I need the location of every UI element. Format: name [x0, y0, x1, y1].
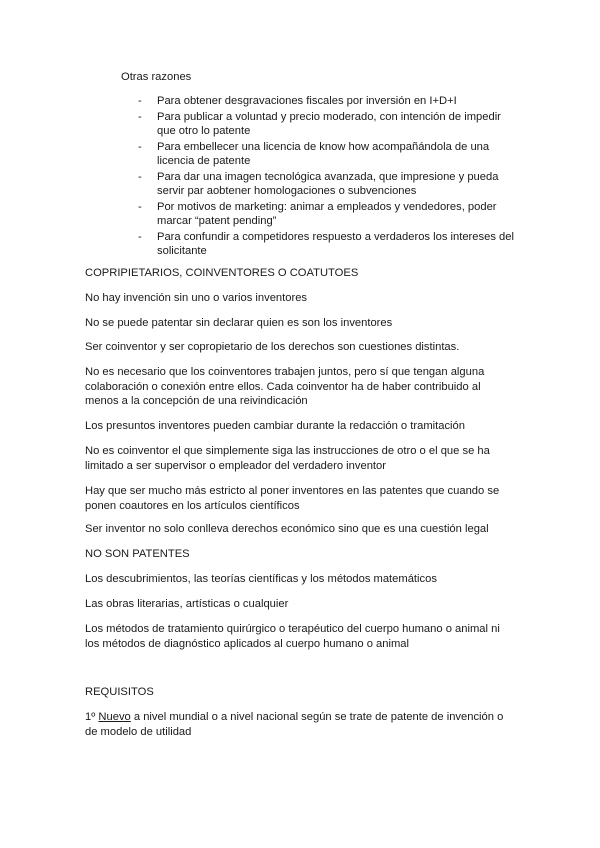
list-item-text: Por motivos de marketing: animar a empleados y vendedores, poder marcar “patent pending” — [157, 200, 497, 227]
requirements-heading: REQUISITOS — [85, 686, 154, 698]
paragraph: No es necesario que los coinventores trabajen juntos, pero sí que tengan alguna colaboración o conexión entre ellos. Cada coinventor ha de haber contribuido al menos a la concepción de una reivindicación — [85, 366, 485, 407]
list-item-text: Para dar una imagen tecnológica avanzada, que impresione y pueda servir par aobtener homologaciones o subvenciones — [157, 170, 499, 197]
list-item-text: Para publicar a voluntad y precio moderado, con intención de impedir que otro lo patente — [157, 110, 501, 137]
bullet-dash: - — [138, 95, 142, 107]
paragraph: Ser inventor no solo conlleva derechos económico sino que es una cuestión legal — [85, 523, 489, 535]
reasons-list — [138, 94, 520, 260]
paragraph: Ser coinventor y ser copropietario de los derechos son cuestiones distintas. — [85, 341, 460, 353]
list-item — [138, 140, 520, 169]
intro-label: Otras razones — [121, 71, 192, 83]
bullet-dash: - — [138, 200, 142, 213]
requirement-text: a nivel mundial o a nivel nacional según se trate de patente de invención o de modelo de utilidad — [85, 711, 504, 738]
requirement-keyword: Nuevo — [98, 711, 131, 723]
paragraph: Los métodos de tratamiento quirúrgico o terapéutico del cuerpo humano o animal ni los métodos de diagnóstico aplicados al cuerpo humano o animal — [85, 623, 500, 650]
list-item — [138, 110, 520, 139]
paragraph: Los descubrimientos, las teorías científicas y los métodos matemáticos — [85, 573, 437, 585]
list-item-text: Para embellecer una licencia de know how acompañándola de una licencia de patente — [157, 140, 490, 167]
bullet-dash: - — [138, 110, 142, 123]
coinventors-heading: COPRIPIETARIOS, COINVENTORES O COATUTOES — [85, 267, 359, 279]
requirement-number: 1º — [85, 711, 96, 723]
paragraph: Las obras literarias, artísticas o cualquier — [85, 598, 289, 610]
paragraph: No se puede patentar sin declarar quien es son los inventores — [85, 317, 393, 329]
list-item — [138, 200, 520, 229]
requirement-item — [85, 710, 517, 739]
list-item-text: Para obtener desgravaciones fiscales por inversión en I+D+I — [157, 95, 457, 107]
list-item — [138, 230, 520, 259]
paragraph: Hay que ser mucho más estricto al poner inventores en las patentes que cuando se ponen coautores en los artículos científicos — [85, 485, 500, 512]
paragraph: No es coinventor el que simplemente siga las instrucciones de otro o el que se ha limitado a ser supervisor o empleador del verdadero inventor — [85, 445, 490, 472]
non-patents-heading: NO SON PATENTES — [85, 548, 190, 560]
list-item — [138, 94, 520, 109]
bullet-dash: - — [138, 170, 142, 183]
paragraph: Los presuntos inventores pueden cambiar durante la redacción o tramitación — [85, 420, 465, 432]
list-item — [138, 170, 520, 199]
bullet-dash: - — [138, 230, 142, 243]
list-item-text: Para confundir a competidores respuesto a verdaderos los intereses del solicitante — [157, 230, 514, 257]
bullet-dash: - — [138, 140, 142, 153]
paragraph: No hay invención sin uno o varios inventores — [85, 292, 308, 304]
